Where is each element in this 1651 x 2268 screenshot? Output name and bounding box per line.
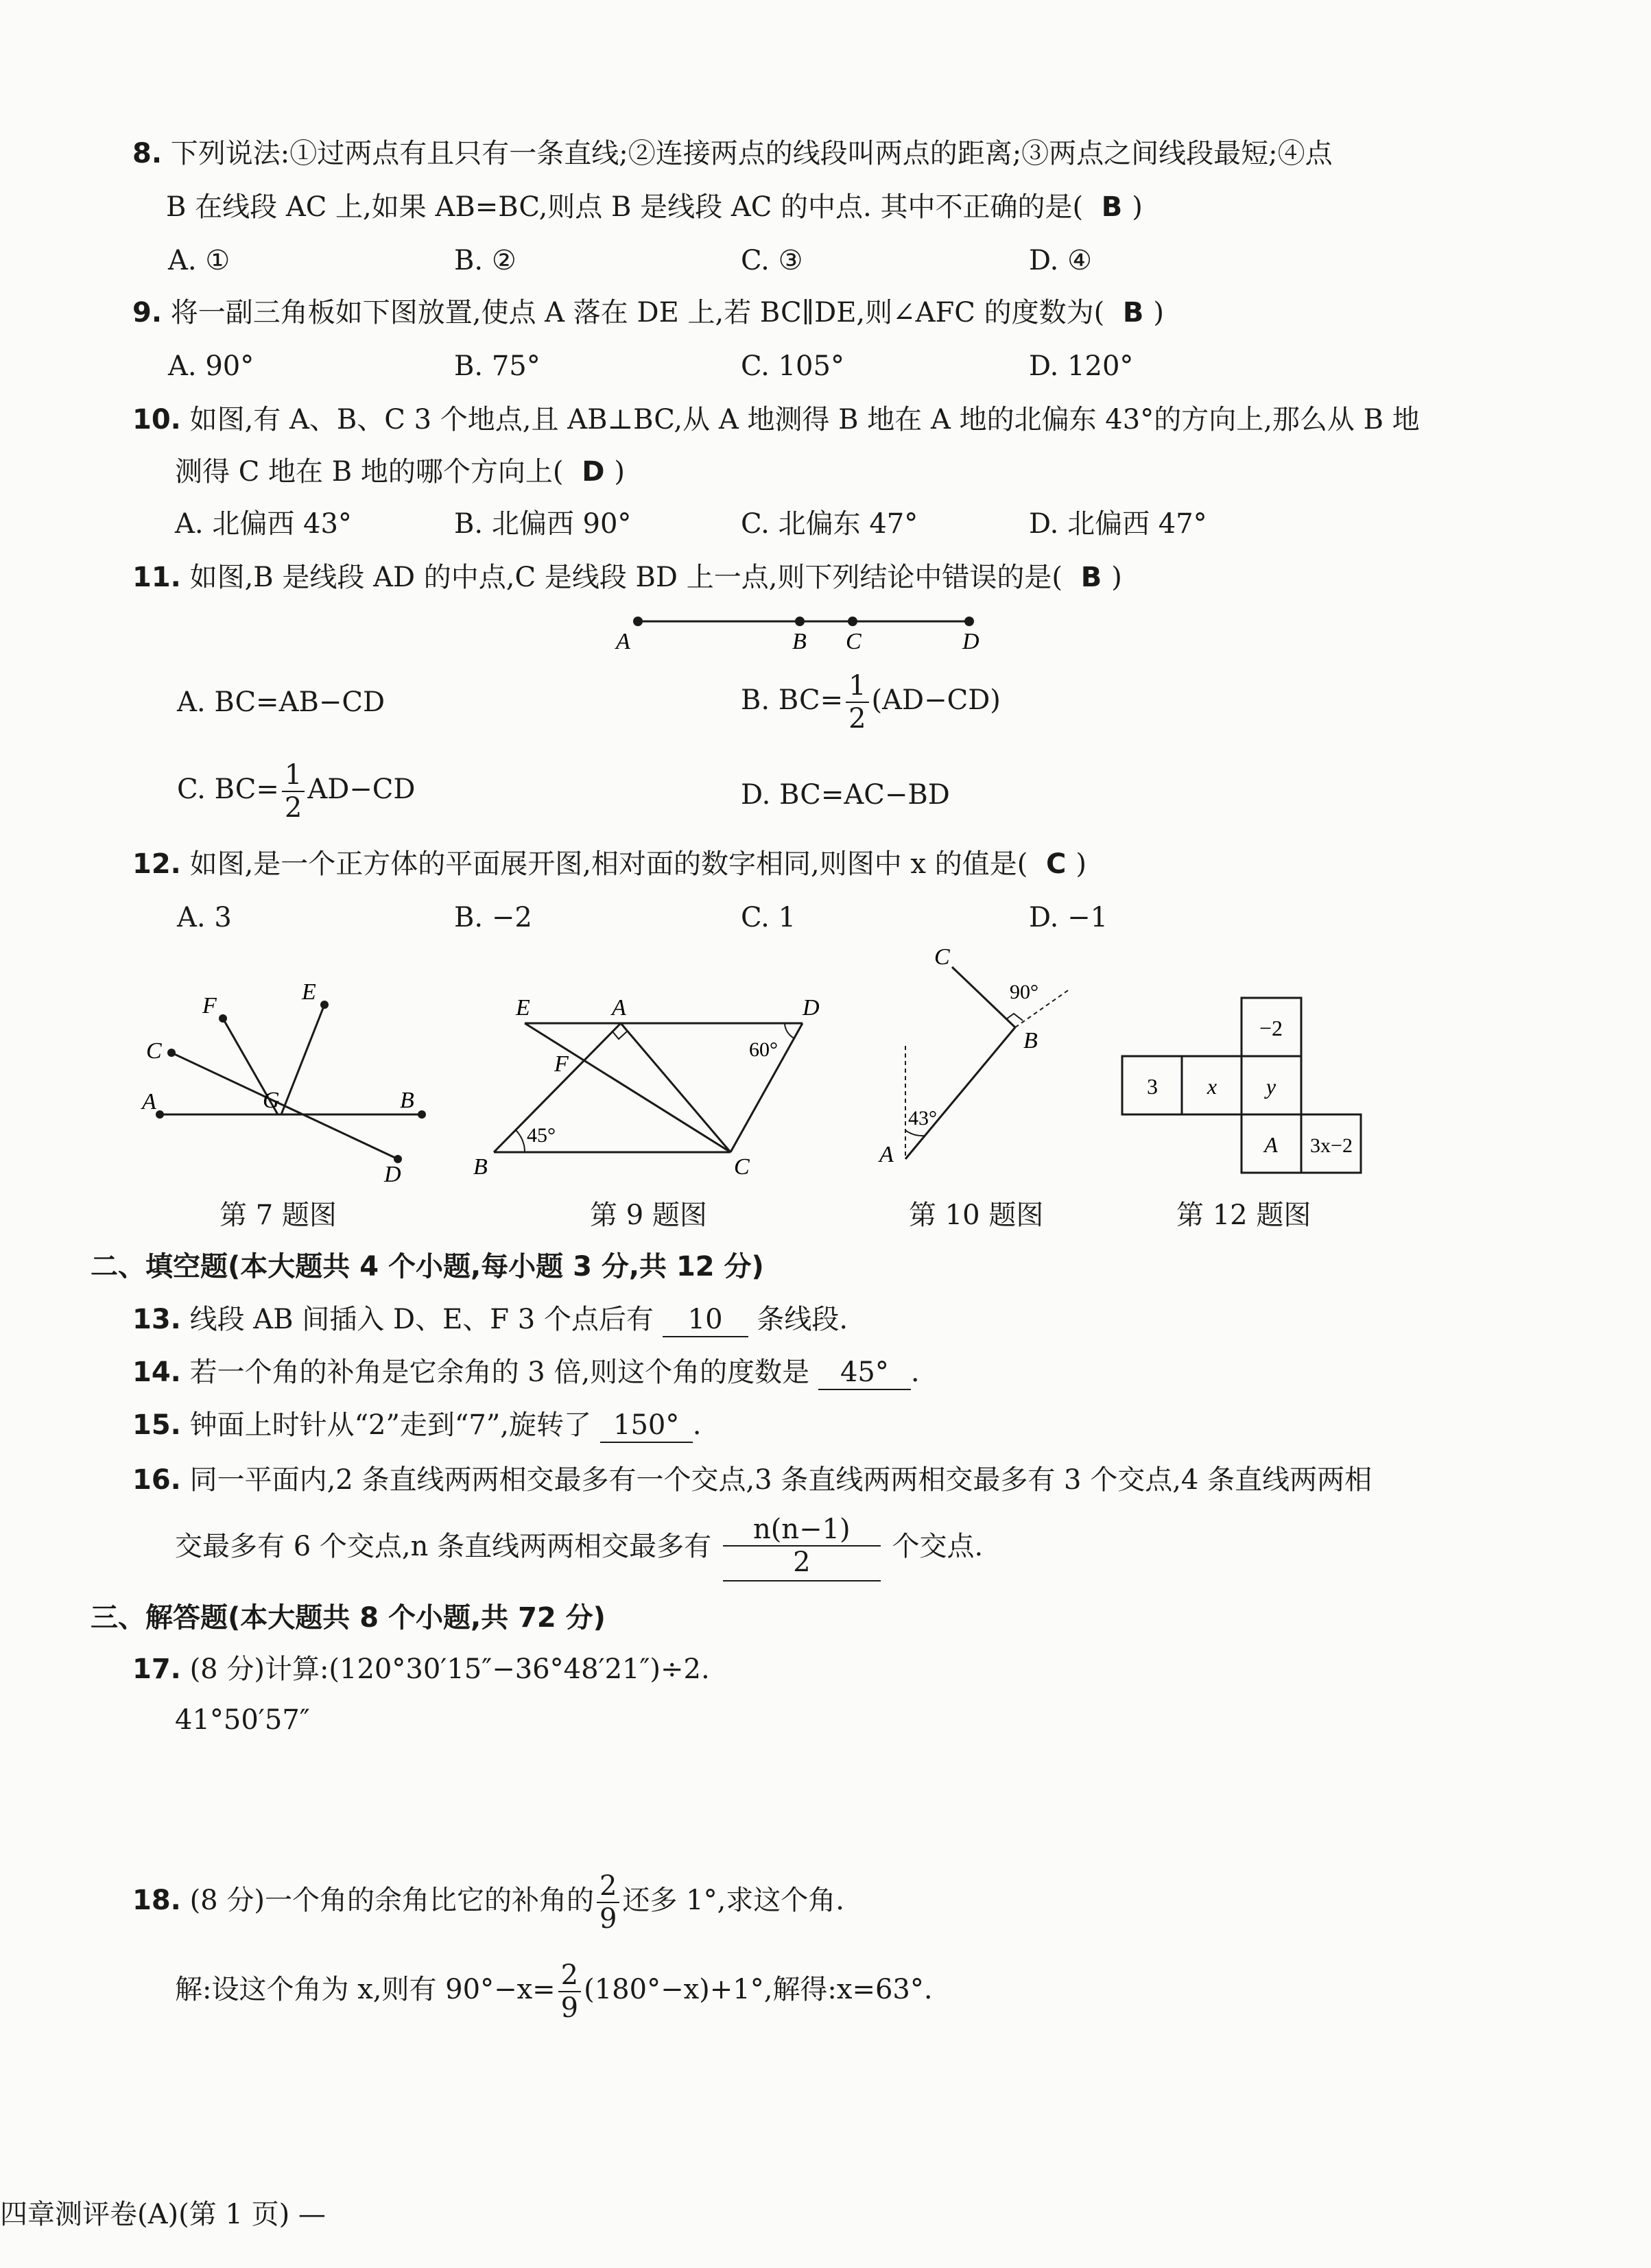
figure-12 bbox=[1118, 994, 1379, 1180]
half-denominator: 2 bbox=[848, 703, 866, 735]
q18-fraction-num: 2 bbox=[597, 1872, 619, 1903]
q15-number: 15. bbox=[132, 1409, 181, 1441]
fig9-angle-45: 45° bbox=[527, 1124, 556, 1147]
q12-line: 12. 如图,是一个正方体的平面展开图,相对面的数字相同,则图中 x 的值是( C ) bbox=[132, 848, 1087, 880]
figure-7-caption: 第 7 题图 bbox=[219, 1199, 337, 1231]
q12-option-c: C. 1 bbox=[741, 902, 796, 933]
q11-text: 如图,B 是线段 AD 的中点,C 是线段 BD 上一点,则下列结论中错误的是( bbox=[189, 562, 1063, 593]
cube-cell-y: y bbox=[1266, 1074, 1276, 1099]
fig10-angle-90: 90° bbox=[1010, 981, 1038, 1003]
fig10-label-c: C bbox=[934, 946, 950, 970]
q15-post: . bbox=[692, 1409, 702, 1441]
fig7-label-a: A bbox=[142, 1089, 156, 1114]
figure-7 bbox=[134, 977, 449, 1183]
q9-number: 9. bbox=[132, 297, 163, 329]
q13-answer: 10 bbox=[663, 1303, 748, 1337]
q13-number: 13. bbox=[132, 1304, 181, 1335]
q18-line bbox=[132, 1872, 844, 1933]
q14-post: . bbox=[910, 1357, 920, 1388]
q11-number: 11. bbox=[132, 562, 181, 593]
q8-option-d: D. ④ bbox=[1029, 245, 1092, 276]
fig9-label-d: D bbox=[803, 995, 820, 1020]
fig9-label-f: F bbox=[554, 1051, 569, 1077]
q12-option-b: B. −2 bbox=[454, 902, 532, 933]
q14-answer: 45° bbox=[818, 1356, 911, 1390]
q18-post: 还多 1°,求这个角. bbox=[622, 1885, 844, 1916]
fig10-label-a: A bbox=[879, 1142, 894, 1167]
q16-text: 同一平面内,2 条直线两两相交最多有一个交点,3 条直线两两相交最多有 3 个交点,4 条直线两两相 bbox=[189, 1464, 1373, 1496]
section-2-heading: 二、填空题(本大题共 4 个小题,每小题 3 分,共 12 分) bbox=[91, 1251, 764, 1282]
cube-cell-3x-2: 3x−2 bbox=[1310, 1134, 1353, 1157]
q11-option-b-pre: B. BC= bbox=[741, 684, 844, 716]
q8-line1 bbox=[132, 137, 1333, 170]
q11-line: 11. 如图,B 是线段 AD 的中点,C 是线段 BD 上一点,则下列结论中错误的是( B ) bbox=[132, 562, 1122, 593]
cube-cell-a: A bbox=[1264, 1132, 1278, 1157]
q11-option-c-post: AD−CD bbox=[307, 774, 416, 805]
q14-number: 14. bbox=[132, 1357, 181, 1388]
q10-number: 10. bbox=[132, 404, 181, 435]
q9-option-c: C. 105° bbox=[741, 350, 844, 382]
figure-12-caption: 第 12 题图 bbox=[1176, 1199, 1311, 1231]
q18-solution-fraction bbox=[558, 1961, 581, 2022]
q8-option-c: C. ③ bbox=[741, 245, 803, 276]
q11-option-c bbox=[177, 761, 415, 822]
q11-option-b bbox=[741, 670, 1001, 735]
q16-number: 16. bbox=[132, 1464, 181, 1496]
q12-option-a: A. 3 bbox=[177, 902, 232, 933]
q12-text: 如图,是一个正方体的平面展开图,相对面的数字相同,则图中 x 的值是( bbox=[189, 848, 1028, 880]
q11-option-a: A. BC=AB−CD bbox=[177, 687, 385, 718]
q10-line2: 测得 C 地在 B 地的哪个方向上( D ) bbox=[175, 456, 625, 488]
q10-option-c: C. 北偏东 47° bbox=[741, 508, 918, 540]
point-c bbox=[848, 617, 857, 626]
fig10-angle-43: 43° bbox=[908, 1107, 937, 1130]
q17-line bbox=[132, 1653, 710, 1686]
q17-number: 17. bbox=[132, 1654, 181, 1685]
figure-10-caption: 第 10 题图 bbox=[909, 1199, 1044, 1231]
q11-option-c-pre: C. BC= bbox=[177, 774, 279, 805]
q9-option-a: A. 90° bbox=[168, 350, 254, 382]
q8-number: 8. bbox=[132, 138, 163, 169]
page-footer: 四章测评卷(A)(第 1 页) — bbox=[0, 2199, 326, 2230]
q8-answer: B bbox=[1101, 191, 1123, 223]
q16-answer-numerator: n(n−1) bbox=[723, 1516, 881, 1547]
q17-answer: 41°50′57″ bbox=[175, 1704, 310, 1736]
q9-line: 9. 将一副三角板如下图放置,使点 A 落在 DE 上,若 BC∥DE,则∠AFC 的度数为( B ) bbox=[132, 297, 1165, 329]
label-a: A bbox=[616, 629, 630, 652]
q10-option-b: B. 北偏西 90° bbox=[454, 508, 632, 540]
q15-pre: 钟面上时针从“2”走到“7”,旋转了 bbox=[189, 1409, 591, 1441]
q10-line1 bbox=[132, 403, 1420, 436]
q14-pre: 若一个角的补角是它余角的 3 倍,则这个角的度数是 bbox=[189, 1357, 810, 1388]
q8-option-b: B. ② bbox=[454, 245, 516, 276]
fig9-label-a: A bbox=[612, 995, 626, 1020]
fig9-label-c: C bbox=[734, 1154, 750, 1180]
fig9-label-b: B bbox=[473, 1154, 488, 1180]
q10-option-d: D. 北偏西 47° bbox=[1029, 508, 1207, 540]
q11-option-b-post: (AD−CD) bbox=[871, 684, 1001, 716]
q13-line bbox=[132, 1303, 848, 1337]
q18-number: 18. bbox=[132, 1885, 181, 1916]
q16-post: 个交点. bbox=[892, 1531, 984, 1562]
q9-answer: B bbox=[1122, 297, 1144, 329]
q10-option-a: A. 北偏西 43° bbox=[175, 508, 352, 540]
half-denominator-c: 2 bbox=[284, 792, 302, 824]
q12-option-d: D. −1 bbox=[1029, 902, 1108, 933]
q16-pre: 交最多有 6 个交点,n 条直线两两相交最多有 bbox=[175, 1531, 712, 1562]
q18-fraction bbox=[597, 1872, 619, 1933]
q18-solution-fraction-den: 9 bbox=[560, 1992, 579, 2024]
q13-post: 条线段. bbox=[757, 1304, 848, 1335]
half-fraction bbox=[846, 670, 868, 735]
q15-line bbox=[132, 1409, 701, 1443]
fig7-label-f: F bbox=[202, 993, 217, 1018]
q8-option-a: A. ① bbox=[168, 245, 230, 276]
point-b bbox=[795, 617, 805, 626]
q18-solution-pre: 解:设这个角为 x,则有 90°−x= bbox=[175, 1974, 556, 2005]
label-d: D bbox=[962, 629, 979, 652]
q12-number: 12. bbox=[132, 848, 181, 880]
label-b: B bbox=[792, 629, 807, 652]
fig9-angle-60: 60° bbox=[749, 1038, 778, 1061]
cube-cell-x: x bbox=[1207, 1074, 1218, 1099]
half-fraction-c bbox=[282, 761, 305, 822]
q9-option-d: D. 120° bbox=[1029, 350, 1134, 382]
cube-cell-neg2: −2 bbox=[1259, 1016, 1283, 1040]
fig9-label-e: E bbox=[516, 995, 530, 1020]
q12-answer: C bbox=[1046, 848, 1067, 880]
fig7-label-e: E bbox=[302, 979, 316, 1005]
q8-text-2: B 在线段 AC 上,如果 AB=BC,则点 B 是线段 AC 的中点. 其中不正确的是( bbox=[166, 191, 1084, 223]
fig7-label-g: G bbox=[263, 1088, 280, 1113]
q9-option-b: B. 75° bbox=[454, 350, 541, 382]
q18-fraction-den: 9 bbox=[599, 1903, 617, 1935]
q16-answer-denominator: 2 bbox=[793, 1547, 811, 1578]
point-a bbox=[633, 617, 643, 626]
q11-segment-figure bbox=[604, 604, 988, 652]
q10-text-2: 测得 C 地在 B 地的哪个方向上( bbox=[175, 456, 564, 488]
q10-answer: D bbox=[582, 456, 605, 488]
q11-answer: B bbox=[1080, 562, 1102, 593]
fig7-label-d: D bbox=[384, 1162, 401, 1183]
fig7-label-c: C bbox=[146, 1038, 162, 1064]
q9-text: 将一副三角板如下图放置,使点 A 落在 DE 上,若 BC∥DE,则∠AFC 的度数为( bbox=[170, 297, 1105, 329]
q18-solution-fraction-num: 2 bbox=[558, 1961, 581, 1992]
q8-text: 下列说法:①过两点有且只有一条直线;②连接两点的线段叫两点的距离;③两点之间线段最短;④点 bbox=[170, 138, 1333, 169]
q10-text: 如图,有 A、B、C 3 个地点,且 AB⊥BC,从 A 地测得 B 地在 A 地的北偏东 43°的方向上,那么从 B 地 bbox=[189, 404, 1420, 435]
section-3-heading: 三、解答题(本大题共 8 个小题,共 72 分) bbox=[91, 1602, 606, 1634]
half-numerator-c: 1 bbox=[282, 761, 305, 792]
q13-pre: 线段 AB 间插入 D、E、F 3 个点后有 bbox=[189, 1304, 654, 1335]
q16-line2 bbox=[175, 1516, 983, 1581]
figure-10 bbox=[871, 946, 1077, 1173]
q18-solution-post: (180°−x)+1°,解得:x=63°. bbox=[584, 1974, 933, 2005]
q16-line1 bbox=[132, 1464, 1372, 1496]
label-c: C bbox=[846, 629, 862, 652]
fig10-label-b: B bbox=[1023, 1028, 1038, 1053]
q8-line2: B 在线段 AC 上,如果 AB=BC,则点 B 是线段 AC 的中点. 其中不正确的是( B ) bbox=[166, 191, 1143, 223]
half-numerator: 1 bbox=[846, 672, 868, 703]
q17-text: (8 分)计算:(120°30′15″−36°48′21″)÷2. bbox=[189, 1654, 710, 1685]
q18-pre: (8 分)一个角的余角比它的补角的 bbox=[189, 1885, 594, 1916]
q11-option-d: D. BC=AC−BD bbox=[741, 779, 950, 811]
fig7-label-b: B bbox=[400, 1088, 414, 1113]
figure-9 bbox=[466, 988, 851, 1180]
point-d bbox=[964, 617, 974, 626]
q16-answer-fraction bbox=[723, 1516, 881, 1581]
q18-solution bbox=[175, 1961, 933, 2022]
figure-9-caption: 第 9 题图 bbox=[590, 1199, 707, 1231]
q15-answer: 150° bbox=[600, 1409, 693, 1443]
q14-line bbox=[132, 1356, 920, 1390]
cube-cell-3: 3 bbox=[1147, 1074, 1158, 1099]
